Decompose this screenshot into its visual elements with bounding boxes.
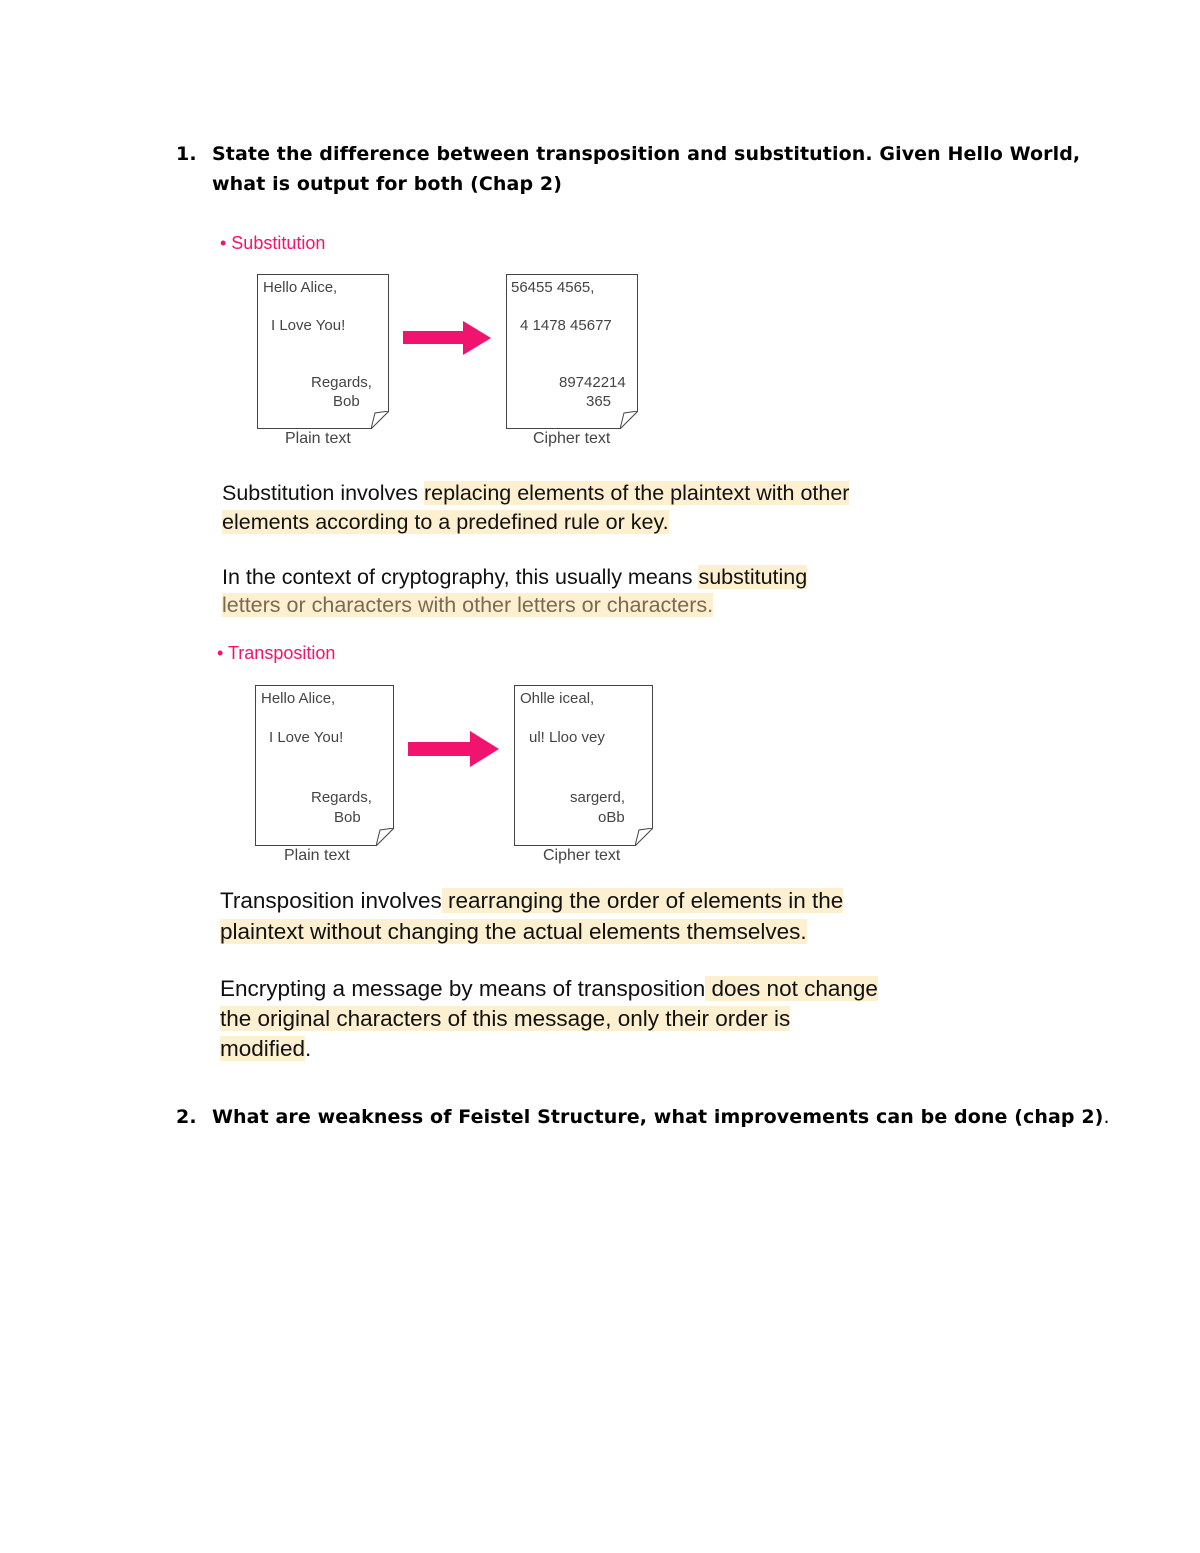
doc-line: oBb bbox=[598, 809, 625, 826]
doc-line: Hello Alice, bbox=[261, 690, 336, 707]
plain-text-caption: Plain text bbox=[285, 430, 351, 447]
para-lead: Substitution involves bbox=[222, 481, 424, 505]
highlighted-text: modified bbox=[220, 1036, 306, 1061]
doc-line: 56455 4565, bbox=[511, 279, 595, 296]
question-text bbox=[212, 1102, 1110, 1132]
doc-line: Hello Alice, bbox=[263, 279, 338, 296]
doc-line: Bob bbox=[333, 393, 360, 410]
page-fold-icon bbox=[376, 828, 394, 846]
substitution-definition bbox=[222, 479, 849, 537]
transposition-heading: • Transposition bbox=[217, 643, 336, 663]
para-lead: Transposition involves bbox=[220, 888, 442, 913]
highlighted-text: plaintext without changing the actual elements themselves. bbox=[220, 919, 807, 944]
highlighted-text: the original characters of this message, only their order is bbox=[220, 1006, 791, 1031]
doc-line: Regards, bbox=[311, 789, 372, 806]
transposition-cipher-doc bbox=[514, 685, 653, 846]
doc-line: 89742214 bbox=[559, 374, 626, 391]
substitution-heading: • Substitution bbox=[220, 233, 326, 253]
plain-text-caption: Plain text bbox=[284, 847, 350, 864]
doc-line: Regards, bbox=[311, 374, 372, 391]
substitution-cipher-doc bbox=[506, 274, 638, 429]
para-tail: . bbox=[305, 1036, 312, 1061]
question-text-line1: State the difference between transposition and substitution. Given Hello World, bbox=[212, 143, 1081, 165]
highlighted-text: letters or characters with other letters or characters. bbox=[222, 593, 714, 617]
doc-line: 4 1478 45677 bbox=[520, 317, 612, 334]
right-arrow-icon bbox=[408, 731, 500, 767]
para-lead: Encrypting a message by means of transposition bbox=[220, 976, 706, 1001]
page-fold-icon bbox=[635, 828, 653, 846]
doc-line: Bob bbox=[334, 809, 361, 826]
para-lead: In the context of cryptography, this usually means bbox=[222, 565, 699, 589]
cipher-text-caption: Cipher text bbox=[543, 847, 621, 864]
highlighted-text: rearranging the order of elements in the bbox=[441, 888, 844, 913]
transposition-definition bbox=[220, 885, 843, 947]
right-arrow-icon bbox=[403, 321, 493, 355]
transposition-encrypting bbox=[220, 974, 878, 1064]
substitution-plain-doc bbox=[257, 274, 389, 429]
highlighted-text: replacing elements of the plaintext with other bbox=[423, 481, 850, 505]
question-number: 1. bbox=[176, 143, 197, 165]
cipher-text-caption: Cipher text bbox=[533, 430, 611, 447]
doc-line: I Love You! bbox=[269, 729, 344, 746]
question-text-line2: what is output for both (Chap 2) bbox=[212, 173, 562, 195]
question-trailing: . bbox=[1103, 1106, 1110, 1128]
doc-line: 365 bbox=[586, 393, 612, 410]
highlighted-text: does not change bbox=[705, 976, 878, 1001]
highlighted-text: substituting bbox=[698, 565, 808, 589]
question-2 bbox=[176, 1102, 1110, 1132]
question-number: 2. bbox=[176, 1106, 197, 1128]
transposition-plain-doc bbox=[255, 685, 394, 846]
question-text-body: What are weakness of Feistel Structure, what improvements can be done (chap 2) bbox=[212, 1106, 1104, 1128]
doc-line: sargerd, bbox=[570, 789, 626, 806]
question-1 bbox=[176, 139, 1081, 199]
page-fold-icon bbox=[371, 411, 389, 429]
doc-line: ul! Lloo vey bbox=[529, 729, 605, 746]
highlighted-text: elements according to a predefined rule or key. bbox=[222, 510, 669, 534]
doc-line: Ohlle iceal, bbox=[520, 690, 595, 707]
substitution-context bbox=[222, 563, 807, 619]
page-fold-icon bbox=[620, 411, 638, 429]
doc-line: I Love You! bbox=[271, 317, 346, 334]
